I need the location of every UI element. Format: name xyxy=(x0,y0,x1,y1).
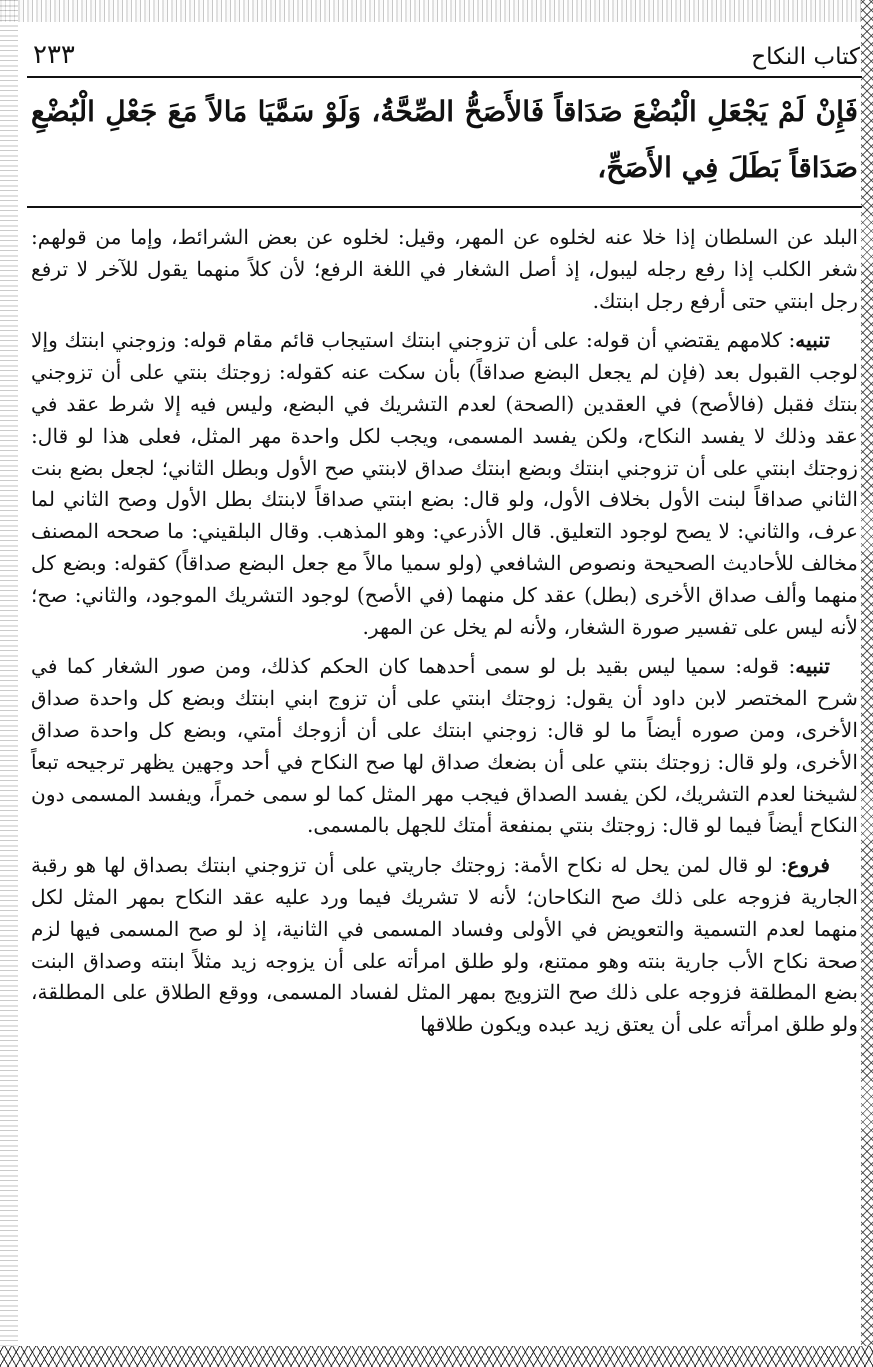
matn-text: فَإِنْ لَمْ يَجْعَلِ الْبُضْعَ صَدَاقاً فَالأَصَحُّ الصِّحَّةُ، وَلَوْ سَمَّيَا مَالاً مَعَ جَعْلِ الْبُضْعِ صَدَاقاً بَطَلَ فِي الأَصَحِّ، xyxy=(31,95,858,184)
paragraph-text: : لو قال لمن يحل له نكاح الأمة: زوجتك جاريتي على أن تزوجني ابنتك بصداق لها هو رقبة الجارية فزوجه على ذلك صح النكاحان؛ لأنه لا تشريك فيما ورد عليه عقد النكاح بمهر المثل لكل منهما لعدم التسمية والتعويض في الأولى وفساد المسمى في الثانية، إذ لو صح المسمى فيها لزم صحة نكاح الأب جارية بنته وهو ممتنع، ولو طلق امرأته على أن يزوجه زيد مثلاً ابنته وصداق البنت بضع المطلقة فزوجه على ذلك صح التزويج بمهر المثل لفساد المسمى، ووقع الطلاق على المطلقة، ولو طلق امرأته على أن يعتق زيد عبده ويكون طلاقها xyxy=(31,853,858,1037)
page-number: ٢٣٣ xyxy=(33,40,75,70)
decorative-border-top xyxy=(0,0,873,22)
decorative-border-bottom xyxy=(0,1346,873,1367)
book-page xyxy=(27,28,862,1343)
decorative-border-right xyxy=(861,0,873,1367)
chapter-title: كتاب النكاح xyxy=(751,44,860,70)
commentary xyxy=(27,222,862,1041)
paragraph-lead: تنبيه xyxy=(795,328,830,353)
paragraph-text: : كلامهم يقتضي أن قوله: على أن تزوجني ابنتك استيجاب قائم مقام قوله: وزوجني ابنتك وإلا لوجب القبول بعد (فإن لم يجعل البضع صداقاً) بأن سكت عنه كقوله: زوجتك بنتي على أن تزوجني بنتك فقبل (فالأصح) في العقدين (الصحة) لعدم التشريك في البضع، وليس فيه إلا شرط عقد في عقد وذلك لا يفسد النكاح، ولكن يفسد المسمى، ويجب لكل واحدة مهر المثل، فعلى هذا لو قال: زوجتك ابنتي على أن تزوجني ابنتك وبضع ابنتك صداق لابنتي صح الأول وبطل الثاني؛ لجعل بضع بنت الثاني صداقاً لبنت الأول بخلاف الأول، ولو قال: بضع ابنتي صداقاً لابنتك بطل الأول وصح الثاني لما عرف، والثاني: لا يصح لوجود التعليق. قال الأذرعي: وهو المذهب. وقال البلقيني: ما صححه المصنف مخالف للأحاديث الصحيحة ونصوص الشافعي (ولو سميا مالاً مع جعل البضع صداقاً) كقوله: وبضع كل منهما وألف صداق الأخرى (بطل) عقد كل منهما (في الأصح) لوجود التشريك الموجود، والثاني: صح؛ لأنه ليس على تفسير صورة الشغار، ولأنه لم يخل عن المهر. xyxy=(31,328,858,639)
decorative-border-left xyxy=(0,0,18,1367)
paragraph-lead: تنبيه xyxy=(795,654,830,679)
paragraph-1 xyxy=(31,222,858,317)
paragraph-text: البلد عن السلطان إذا خلا عنه لخلوه عن المهر، وقيل: لخلوه عن بعض الشرائط، وإما من قولهم: شغر الكلب إذا رفع رجله ليبول، إذ أصل الشغار في اللغة الرفع؛ لأن كلاً منهما يقول للآخر لا ترفع رجل ابنتي حتى أرفع رجل ابنتك. xyxy=(31,225,858,313)
paragraph-4 xyxy=(31,850,858,1041)
separator-line xyxy=(27,206,862,208)
paragraph-text: : قوله: سميا ليس بقيد بل لو سمى أحدهما كان الحكم كذلك، ومن صور الشغار كما في شرح المختصر لابن داود أن يقول: زوجتك ابنتي على أن تزوج ابني ابنتك وبضع كل واحدة صداق الأخرى، ومن صوره أيضاً ما لو قال: زوجني ابنتك على أن أزوجك أمتي، وبضع كل واحدة صداق الأخرى، ولو قال: زوجتك بنتي على أن بضعك صداق لها صح النكاح في أحد وجهين يظهر ترجيحه تبعاً لشيخنا لعدم التشريك، لكن يفسد الصداق فيجب مهر المثل كما لو سمى خمراً، ويفسد المسمى دون النكاح أيضاً فيما لو قال: زوجتك بنتي بمنفعة أمتك للجهل بالمسمى. xyxy=(31,654,858,838)
paragraph-lead: فروع xyxy=(787,853,830,878)
paragraph-2 xyxy=(31,325,858,643)
page-header xyxy=(27,28,862,78)
paragraph-3 xyxy=(31,651,858,842)
